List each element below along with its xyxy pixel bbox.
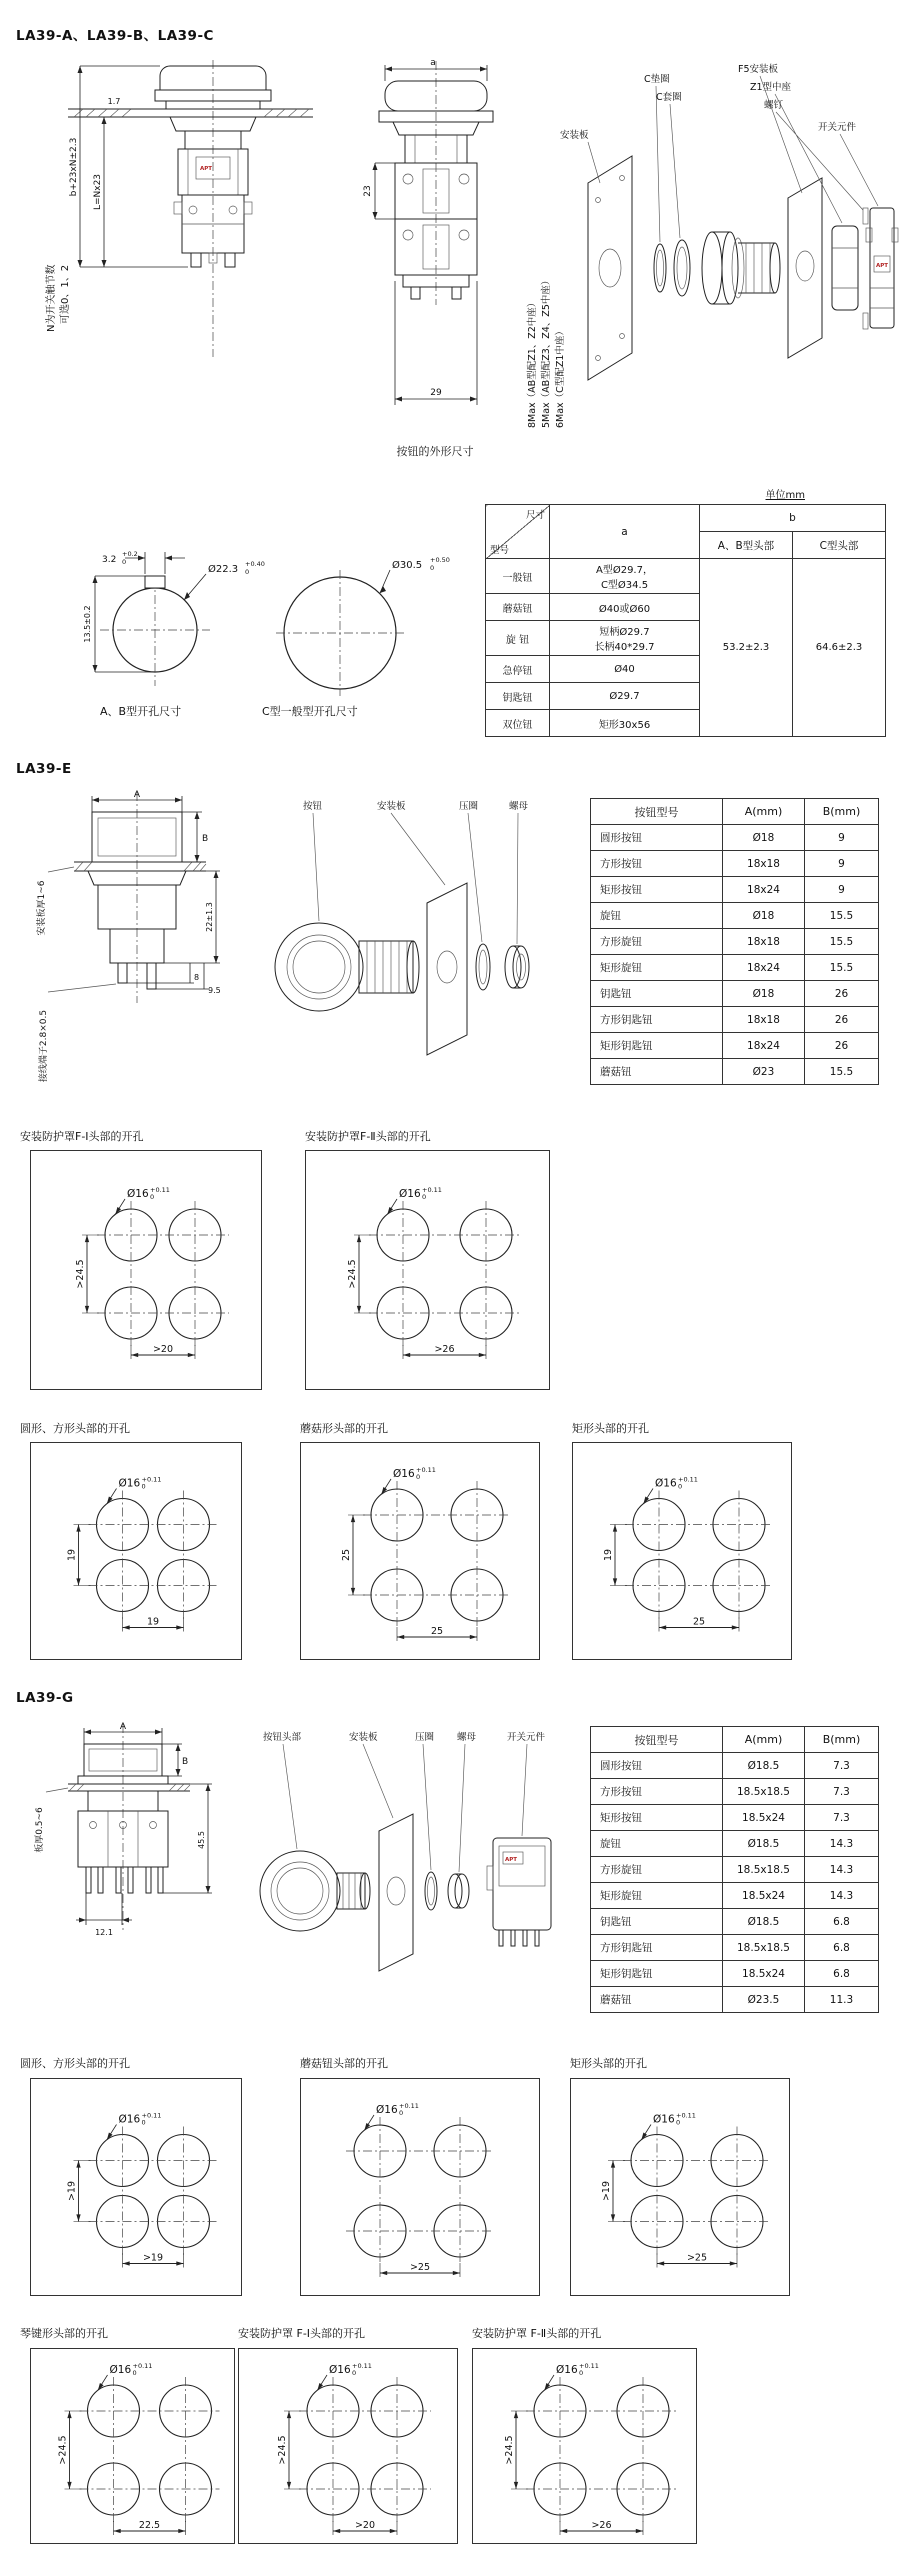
table-row — [591, 1935, 879, 1961]
table-cell: 矩形按钮 — [591, 877, 723, 903]
switch-unit-label: 开关元件 — [818, 122, 857, 133]
slot-width-label: 3.2 — [102, 555, 117, 565]
table-cell: 蘑菇钮 — [591, 1987, 723, 2013]
table-cell: 矩形按钮 — [591, 1805, 723, 1831]
section-abc-heading: LA39-A、LA39-B、LA39-C — [16, 28, 214, 44]
row-name: 旋 钮 — [486, 621, 550, 656]
height-label: 13.5±0.2 — [83, 605, 92, 643]
table-cell: 18x24 — [723, 1033, 805, 1059]
table-cell: 方形按钮 — [591, 1779, 723, 1805]
abc-cutout-drawing — [40, 518, 480, 718]
horizontal-spacing-label: 22.5 — [138, 2520, 161, 2531]
drill-hole-svg — [238, 2348, 458, 2544]
column-header: 按钮型号 — [591, 1727, 723, 1753]
front-view-dimensions — [48, 790, 221, 995]
table-cell: 旋钮 — [591, 903, 723, 929]
diameter-label: Ø16 — [118, 2113, 141, 2126]
drill-caption: 安装防护罩 F-Ⅱ头部的开孔 — [472, 2327, 602, 2340]
tolerance-lower: 0 — [579, 2369, 584, 2377]
max-note-8: 8Max（AB型配Z1、Z2中座） — [527, 297, 538, 428]
drill-hole-diagram — [30, 2348, 235, 2548]
vertical-spacing-label: >19 — [66, 2180, 78, 2202]
table-row — [591, 825, 879, 851]
tolerance-lower: 0 — [676, 2118, 681, 2127]
b1-value: 53.2±2.3 — [700, 559, 793, 737]
horizontal-spacing-label: >25 — [686, 2252, 708, 2264]
dimension-label: a — [430, 58, 436, 68]
plate-label: 安装板 — [377, 801, 406, 812]
table-cell: 26 — [805, 1007, 879, 1033]
tolerance-upper: +0.11 — [141, 2111, 162, 2120]
diameter-c-tol-lower: 0 — [430, 564, 435, 572]
tolerance-upper: +0.11 — [678, 1475, 698, 1484]
button-side-view — [68, 60, 313, 357]
side-view-dimensions — [69, 66, 188, 267]
b2-value: 64.6±2.3 — [793, 559, 886, 737]
vertical-spacing-label: 19 — [66, 1548, 78, 1562]
cutout-c-caption: C型一般型开孔尺寸 — [262, 705, 358, 718]
dimension-label: 1.7 — [107, 97, 121, 106]
dimension-label: A — [133, 790, 141, 800]
drill-caption: 矩形头部的开孔 — [572, 1422, 649, 1435]
g-front-view-drawing — [30, 1720, 235, 2040]
table-row — [591, 1883, 879, 1909]
diameter-label: Ø16 — [376, 2104, 398, 2116]
dimension-label: 29 — [430, 388, 442, 398]
dimension-label: b+23xN±2.3 — [69, 137, 79, 197]
table-cell: 18.5x18.5 — [723, 1857, 805, 1883]
table-cell: 18x18 — [723, 1007, 805, 1033]
horizontal-spacing-label: 25 — [430, 1626, 444, 1637]
dimension-label: B — [182, 1757, 189, 1767]
drill-hole-svg — [300, 2078, 540, 2296]
table-cell: 15.5 — [805, 903, 879, 929]
mount-plate-label: 安装板 — [560, 130, 589, 141]
table-row — [591, 1987, 879, 2013]
horizontal-spacing-label: >26 — [591, 2520, 612, 2531]
tolerance-upper: +0.11 — [141, 1475, 162, 1484]
row-value: Ø40或Ø60 — [550, 594, 700, 621]
row-name: 急停钮 — [486, 656, 550, 683]
max-note-6: 6Max（C型配Z1中座） — [555, 326, 566, 428]
table-row — [591, 1033, 879, 1059]
drill-caption: 圆形、方形头部的开孔 — [20, 2057, 130, 2070]
table-cell: 矩形钥匙钮 — [591, 1033, 723, 1059]
diameter-label: Ø16 — [109, 2364, 132, 2376]
column-header: B(mm) — [805, 799, 879, 825]
button-label: 按钮 — [303, 801, 323, 812]
tolerance-lower: 0 — [132, 2369, 137, 2377]
drill-hole-diagram — [30, 1442, 242, 1664]
dimension-label: B — [202, 834, 209, 844]
dimension-label: 23 — [363, 185, 373, 197]
table-cell: 6.8 — [805, 1961, 879, 1987]
e-front-view-drawing — [30, 788, 250, 1123]
table-row — [591, 903, 879, 929]
drill-hole-diagram — [305, 1150, 550, 1394]
exploded-parts — [588, 156, 898, 380]
table-cell: 14.3 — [805, 1883, 879, 1909]
slot-tol-lower: 0 — [122, 558, 127, 566]
vertical-spacing-label: >19 — [601, 2180, 612, 2202]
drill-caption: 琴键形头部的开孔 — [20, 2327, 108, 2340]
drill-hole-svg — [570, 2078, 790, 2296]
diameter-ab-tol-lower: 0 — [245, 568, 250, 576]
e-spec-table — [590, 798, 879, 1085]
row-value: 矩形30x56 — [550, 710, 700, 737]
horizontal-spacing-label: >26 — [434, 1344, 455, 1355]
plate-thickness-note: 板厚0.5~6 — [35, 1807, 45, 1853]
plate-label: 安装板 — [349, 1732, 378, 1743]
table-cell: 18.5x24 — [723, 1883, 805, 1909]
drill-hole-svg — [30, 2348, 235, 2544]
outline-caption: 按钮的外形尺寸 — [396, 445, 474, 458]
table-cell: 7.3 — [805, 1805, 879, 1831]
drill-hole-svg — [30, 1150, 262, 1390]
table-row — [591, 929, 879, 955]
drill-hole-svg — [472, 2348, 697, 2544]
tolerance-upper: +0.11 — [399, 2102, 419, 2110]
row-name: 钥匙钮 — [486, 683, 550, 710]
table-row — [591, 1805, 879, 1831]
c-washer-label: C垫圈 — [644, 74, 670, 85]
diameter-label: Ø16 — [329, 2364, 351, 2376]
row-name: 蘑菇钮 — [486, 594, 550, 621]
vertical-spacing-label: >24.5 — [277, 2435, 288, 2465]
drill-caption: 安装防护罩F-Ⅱ头部的开孔 — [305, 1130, 431, 1143]
z1-base-label: Z1型中座 — [750, 82, 792, 93]
table-cell: 15.5 — [805, 1059, 879, 1085]
horizontal-spacing-label: 19 — [146, 1616, 160, 1628]
diameter-label: Ø16 — [118, 1477, 141, 1490]
drill-caption: 矩形头部的开孔 — [570, 2057, 647, 2070]
diameter-label: Ø16 — [127, 1188, 149, 1200]
horizontal-spacing-label: >25 — [409, 2262, 431, 2273]
head-label: 按钮头部 — [263, 1732, 302, 1743]
table-cell: 7.3 — [805, 1779, 879, 1805]
diameter-ab-tol-upper: +0.40 — [245, 560, 265, 568]
cutout-c — [276, 556, 450, 696]
vertical-spacing-label: >24.5 — [57, 2435, 69, 2465]
corner-cell — [486, 505, 550, 559]
table-cell: 6.8 — [805, 1935, 879, 1961]
drill-hole-diagram — [30, 2078, 242, 2300]
tolerance-upper: +0.11 — [132, 2362, 153, 2370]
row-name: 双位钮 — [486, 710, 550, 737]
table-cell: 方形旋钮 — [591, 1857, 723, 1883]
drill-hole-diagram — [238, 2348, 458, 2548]
table-row — [591, 1831, 879, 1857]
table-cell: 方形钥匙钮 — [591, 1007, 723, 1033]
abc-side-view-drawing — [28, 52, 343, 402]
ring-label: 压圈 — [415, 1732, 435, 1743]
dimension-label: 8 — [194, 973, 200, 982]
drill-caption: 蘑菇形头部的开孔 — [300, 1422, 388, 1435]
tolerance-lower: 0 — [678, 1482, 683, 1491]
tolerance-upper: +0.11 — [150, 1186, 170, 1194]
table-cell: 旋钮 — [591, 1831, 723, 1857]
plate-thickness-note: 安装板厚1~6 — [37, 880, 47, 936]
g-spec-table — [590, 1726, 879, 2013]
button-front-view — [74, 792, 209, 1003]
vertical-spacing-label: >24.5 — [75, 1259, 86, 1289]
table-cell: 6.8 — [805, 1909, 879, 1935]
max-note-5: 5Max（AB型配Z3、Z4、Z5中座） — [541, 275, 552, 428]
drill-hole-diagram — [300, 1442, 540, 1664]
drill-hole-svg — [300, 1442, 540, 1660]
drill-caption: 圆形、方形头部的开孔 — [20, 1422, 130, 1435]
brand-logo: APT — [505, 1857, 518, 1863]
table-header-row — [591, 1727, 879, 1753]
slot-tol-upper: +0.2 — [122, 550, 138, 558]
vertical-spacing-label: 25 — [341, 1548, 352, 1562]
column-header-a: a — [550, 505, 700, 559]
dimension-label: 45.5 — [197, 1831, 206, 1849]
table-cell: Ø18 — [723, 825, 805, 851]
table-cell: Ø18.5 — [723, 1753, 805, 1779]
dimension-label: L=Nx23 — [93, 173, 103, 211]
table-cell: 矩形钥匙钮 — [591, 1961, 723, 1987]
abc-exploded-view-drawing — [560, 58, 895, 448]
tolerance-upper: +0.11 — [416, 1466, 436, 1474]
section-e-heading: LA39-E — [16, 761, 72, 777]
table-cell: Ø23 — [723, 1059, 805, 1085]
table-cell: 18x24 — [723, 877, 805, 903]
table-cell: 9 — [805, 877, 879, 903]
tolerance-lower: 0 — [399, 2109, 404, 2117]
drill-hole-diagram — [570, 2078, 790, 2300]
n-contacts-note: N为开关触节数 — [46, 264, 57, 332]
e-exploded-view-drawing — [255, 795, 580, 1095]
table-row — [591, 851, 879, 877]
c-ring-label: C套圈 — [656, 92, 682, 103]
table-row — [591, 955, 879, 981]
cutout-ab-caption: A、B型开孔尺寸 — [100, 705, 182, 718]
table-cell: 方形钥匙钮 — [591, 1935, 723, 1961]
table-cell: 18.5x24 — [723, 1805, 805, 1831]
diameter-c-tol-upper: +0.50 — [430, 556, 450, 564]
brand-logo: APT — [200, 166, 213, 172]
table-cell: 18.5x18.5 — [723, 1935, 805, 1961]
table-row — [591, 1857, 879, 1883]
row-value: Ø40 — [550, 656, 700, 683]
unit-note: 单位mm — [765, 490, 805, 501]
corner-label-size: 尺寸 — [525, 510, 545, 521]
abc-front-view-drawing — [345, 55, 525, 435]
table-row — [591, 1909, 879, 1935]
screw-label: 螺钉 — [764, 100, 784, 111]
exploded-leaders — [283, 1744, 527, 1872]
dimension-label: 22±1.3 — [205, 902, 214, 932]
g-exploded-view-drawing — [245, 1726, 580, 2006]
table-cell: 11.3 — [805, 1987, 879, 2013]
table-header-row — [591, 799, 879, 825]
table-cell: 9 — [805, 825, 879, 851]
tolerance-lower: 0 — [141, 1482, 146, 1491]
table-cell: 7.3 — [805, 1753, 879, 1779]
column-header-b2: C型头部 — [793, 532, 886, 559]
table-cell: 15.5 — [805, 955, 879, 981]
table-cell: 18.5x24 — [723, 1961, 805, 1987]
diameter-label: Ø16 — [399, 1188, 421, 1200]
table-cell: Ø18.5 — [723, 1831, 805, 1857]
vertical-spacing-label: >24.5 — [347, 1259, 358, 1289]
diameter-label: Ø16 — [393, 1468, 415, 1480]
button-front-view — [379, 61, 493, 305]
nut-label: 螺母 — [457, 1732, 477, 1743]
table-cell: 蘑菇钮 — [591, 1059, 723, 1085]
vertical-spacing-label: 19 — [603, 1548, 614, 1562]
table-row — [591, 981, 879, 1007]
table-row — [486, 505, 886, 532]
tolerance-lower: 0 — [141, 2118, 146, 2127]
section-g-heading: LA39-G — [16, 1690, 74, 1706]
exploded-parts — [275, 883, 529, 1055]
dimension-label: 12.1 — [95, 1928, 113, 1937]
terminal-note: 接线端子2.8×0.5 — [39, 1009, 49, 1083]
row-value: Ø29.7 — [550, 683, 700, 710]
table-cell: 9 — [805, 851, 879, 877]
table-cell: 圆形按钮 — [591, 1753, 723, 1779]
table-cell: 矩形旋钮 — [591, 955, 723, 981]
table-cell: 26 — [805, 1033, 879, 1059]
column-header: A(mm) — [723, 1727, 805, 1753]
table-cell: 18x18 — [723, 929, 805, 955]
tolerance-upper: +0.11 — [352, 2362, 372, 2370]
dimension-label: A — [119, 1722, 127, 1732]
table-cell: Ø18 — [723, 903, 805, 929]
table-cell: 方形旋钮 — [591, 929, 723, 955]
column-header-b1: A、B型头部 — [700, 532, 793, 559]
f5-plate-label: F5安装板 — [738, 64, 779, 75]
table-row — [591, 1059, 879, 1085]
table-cell: 矩形旋钮 — [591, 1883, 723, 1909]
row-value: 短柄Ø29.7 长柄40*29.7 — [550, 621, 700, 656]
diameter-label: Ø16 — [655, 1477, 677, 1490]
column-header: 按钮型号 — [591, 799, 723, 825]
table-row — [591, 1961, 879, 1987]
diameter-ab-label: Ø22.3 — [208, 564, 239, 575]
switch-unit-label: 开关元件 — [507, 1732, 546, 1743]
table-row — [591, 1753, 879, 1779]
brand-logo: APT — [876, 263, 889, 269]
table-row — [591, 1779, 879, 1805]
drill-hole-diagram — [300, 2078, 540, 2300]
front-view-dimensions — [46, 1722, 212, 1937]
drill-hole-svg — [305, 1150, 550, 1390]
horizontal-spacing-label: >20 — [152, 1344, 174, 1355]
table-cell: Ø18.5 — [723, 1909, 805, 1935]
drill-hole-diagram — [572, 1442, 792, 1664]
tolerance-lower: 0 — [422, 1193, 427, 1201]
tolerance-lower: 0 — [416, 1473, 421, 1481]
table-cell: 26 — [805, 981, 879, 1007]
tolerance-upper: +0.11 — [579, 2362, 599, 2370]
n-contacts-note-2: 可选0、1、2 — [60, 264, 71, 324]
row-value: A型Ø29.7， C型Ø34.5 — [550, 559, 700, 594]
tolerance-lower: 0 — [352, 2369, 357, 2377]
tolerance-lower: 0 — [150, 1193, 155, 1201]
diameter-label: Ø16 — [653, 2113, 675, 2126]
table-cell: 钥匙钮 — [591, 1909, 723, 1935]
drill-caption: 蘑菇钮头部的开孔 — [300, 2057, 388, 2070]
table-row — [591, 877, 879, 903]
table-cell: 方形按钮 — [591, 851, 723, 877]
table-cell: 18x18 — [723, 851, 805, 877]
ring-label: 压圈 — [459, 801, 479, 812]
tolerance-upper: +0.11 — [676, 2111, 696, 2120]
vertical-spacing-label: >24.5 — [504, 2435, 515, 2465]
table-cell: 18.5x18.5 — [723, 1779, 805, 1805]
diameter-label: Ø16 — [556, 2364, 578, 2376]
column-header: A(mm) — [723, 799, 805, 825]
table-row — [486, 559, 886, 594]
corner-label-model: 型号 — [490, 545, 510, 556]
drill-hole-svg — [30, 2078, 242, 2296]
dimension-label: 9.5 — [208, 986, 221, 995]
nut-label: 螺母 — [509, 801, 529, 812]
drill-caption: 安装防护罩F-Ⅰ头部的开孔 — [20, 1130, 144, 1143]
drill-hole-diagram — [472, 2348, 697, 2548]
table-cell: 钥匙钮 — [591, 981, 723, 1007]
cutout-ab — [83, 550, 265, 686]
horizontal-spacing-label: >19 — [142, 2252, 164, 2264]
horizontal-spacing-label: 25 — [692, 1616, 706, 1628]
horizontal-spacing-label: >20 — [354, 2520, 376, 2531]
diameter-c-label: Ø30.5 — [392, 560, 423, 571]
table-cell: 15.5 — [805, 929, 879, 955]
drill-caption: 安装防护罩 F-Ⅰ头部的开孔 — [238, 2327, 366, 2340]
table-row — [591, 1007, 879, 1033]
drill-hole-svg — [30, 1442, 242, 1660]
tolerance-upper: +0.11 — [422, 1186, 442, 1194]
abc-dimension-table — [485, 504, 886, 737]
front-view-dimensions — [363, 58, 487, 405]
column-header-b: b — [700, 505, 886, 532]
column-header: B(mm) — [805, 1727, 879, 1753]
table-cell: 14.3 — [805, 1831, 879, 1857]
table-cell: Ø23.5 — [723, 1987, 805, 2013]
table-cell: 圆形按钮 — [591, 825, 723, 851]
drill-hole-svg — [572, 1442, 792, 1660]
drill-hole-diagram — [30, 1150, 262, 1394]
table-cell: 18x24 — [723, 955, 805, 981]
table-cell: Ø18 — [723, 981, 805, 1007]
exploded-parts — [260, 1814, 551, 1971]
exploded-leaders — [313, 813, 518, 944]
row-name: 一般钮 — [486, 559, 550, 594]
table-cell: 14.3 — [805, 1857, 879, 1883]
